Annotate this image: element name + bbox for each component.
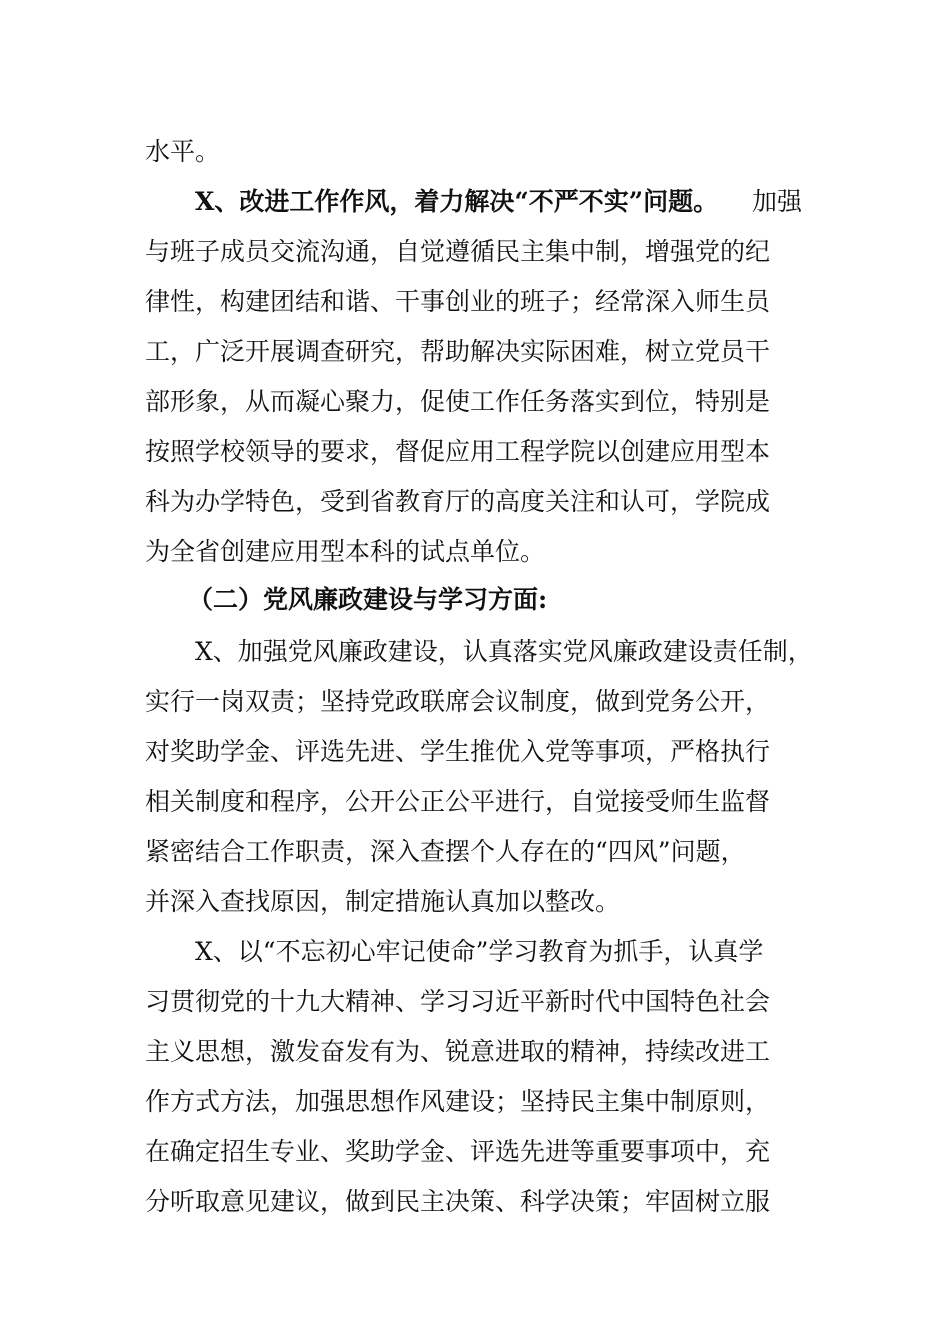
text-line-7: 按照学校领导的要求，督促应用工程学院以创建应用型本 [145, 437, 771, 466]
text-line-14: 相关制度和程序，公开公正公平进行，自觉接受师生监督 [145, 787, 771, 816]
text-line-4: 律性，构建团结和谐、干事创业的班子；经常深入师生员 [145, 287, 771, 316]
text-line-1: 水平。 [145, 137, 221, 166]
section-heading-work-style: X、改进工作作风，着力解决“不严不实”问题。 [195, 187, 719, 216]
text-line-13: 对奖助学金、评选先进、学生推优入党等事项，严格执行 [145, 737, 771, 766]
text-line-12: 实行一岗双责；坚持党政联席会议制度，做到党务公开， [145, 687, 771, 716]
text-line-11: X、加强党风廉政建设，认真落实党风廉政建设责任制， [195, 637, 813, 666]
text-line-8: 科为办学特色，受到省教育厅的高度关注和认可，学院成 [145, 487, 771, 516]
text-line-21: 在确定招生专业、奖助学金、评选先进等重要事项中，充 [145, 1137, 771, 1166]
text-line-22: 分听取意见建议，做到民主决策、科学决策；牢固树立服 [145, 1187, 771, 1216]
text-line-6: 部形象，从而凝心聚力，促使工作任务落实到位，特别是 [145, 387, 771, 416]
text-line-2-tail: 加强 [752, 187, 803, 216]
text-line-19: 主义思想，激发奋发有为、锐意进取的精神，持续改进工 [145, 1037, 771, 1066]
text-line-18: 习贯彻党的十九大精神、学习习近平新时代中国特色社会 [145, 987, 771, 1016]
text-line-5: 工，广泛开展调查研究，帮助解决实际困难，树立党员干 [145, 337, 771, 366]
text-line-17: X、以“不忘初心牢记使命”学习教育为抓手，认真学 [195, 937, 764, 966]
text-line-20: 作方式方法，加强思想作风建设；坚持民主集中制原则， [145, 1087, 771, 1116]
text-line-9: 为全省创建应用型本科的试点单位。 [145, 537, 546, 566]
section-heading-party-conduct: （二）党风廉政建设与学习方面: [188, 585, 548, 614]
text-line-16: 并深入查找原因，制定措施认真加以整改。 [145, 887, 621, 916]
text-line-15: 紧密结合工作职责，深入查摆个人存在的“四风”问题， [145, 837, 746, 866]
text-line-3: 与班子成员交流沟通，自觉遵循民主集中制，增强党的纪 [145, 237, 771, 266]
